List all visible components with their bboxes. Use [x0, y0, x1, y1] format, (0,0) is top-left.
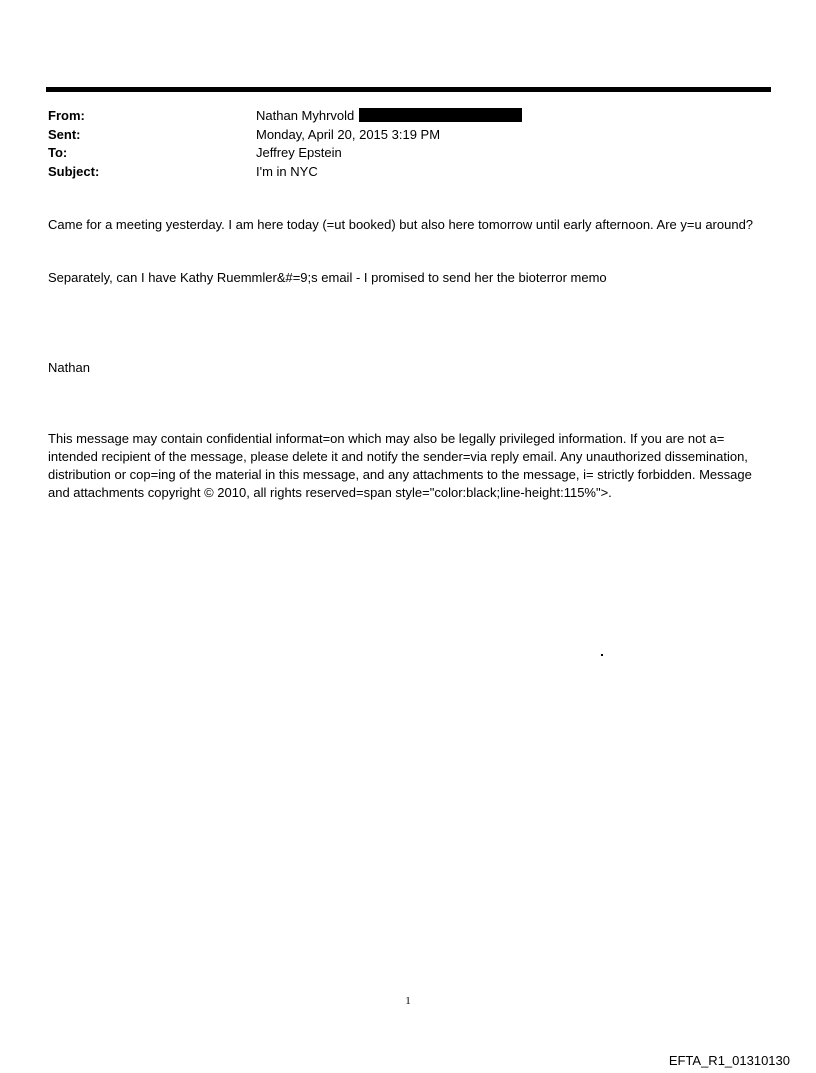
body-paragraph-2: Separately, can I have Kathy Ruemmler&#=9;s email - I promised to send her the bioterror memo [48, 270, 607, 285]
document-id: EFTA_R1_01310130 [668, 1053, 790, 1068]
subject-value: I'm in NYC [256, 163, 318, 179]
to-label: To: [48, 145, 68, 160]
signature: Nathan [48, 360, 90, 375]
confidentiality-disclaimer: This message may contain confidential informat=on which may also be legally privileged information. If you are not a= intended recipient of the message, please delete it and notify the sender=via reply email. Any unauthorized dissemination, distribution or cop=ing of the material in this message, and any attachments to the message, i= strictly forbidden. Message and attachments copyright © 2010, all rights reserved=span style="color:black;line-height:115%">. [48, 431, 752, 500]
subject-label: Subject: [48, 163, 100, 179]
sent-value: Monday, April 20, 2015 3:19 PM [256, 126, 441, 142]
body-paragraph-1: Came for a meeting yesterday. I am here today (=ut booked) but also here tomorrow until early afternoon. Are y=u around? [48, 217, 754, 232]
sent-label: Sent: [48, 126, 81, 142]
to-value: Jeffrey Epstein [256, 145, 342, 160]
sender-name: Nathan Myhrvold [256, 108, 355, 123]
stray-mark [601, 654, 603, 656]
redaction-block [359, 108, 522, 122]
header-divider-rule [46, 87, 771, 92]
from-value [256, 107, 522, 126]
page-number: 1 [405, 995, 411, 1007]
from-label: From: [48, 108, 85, 123]
